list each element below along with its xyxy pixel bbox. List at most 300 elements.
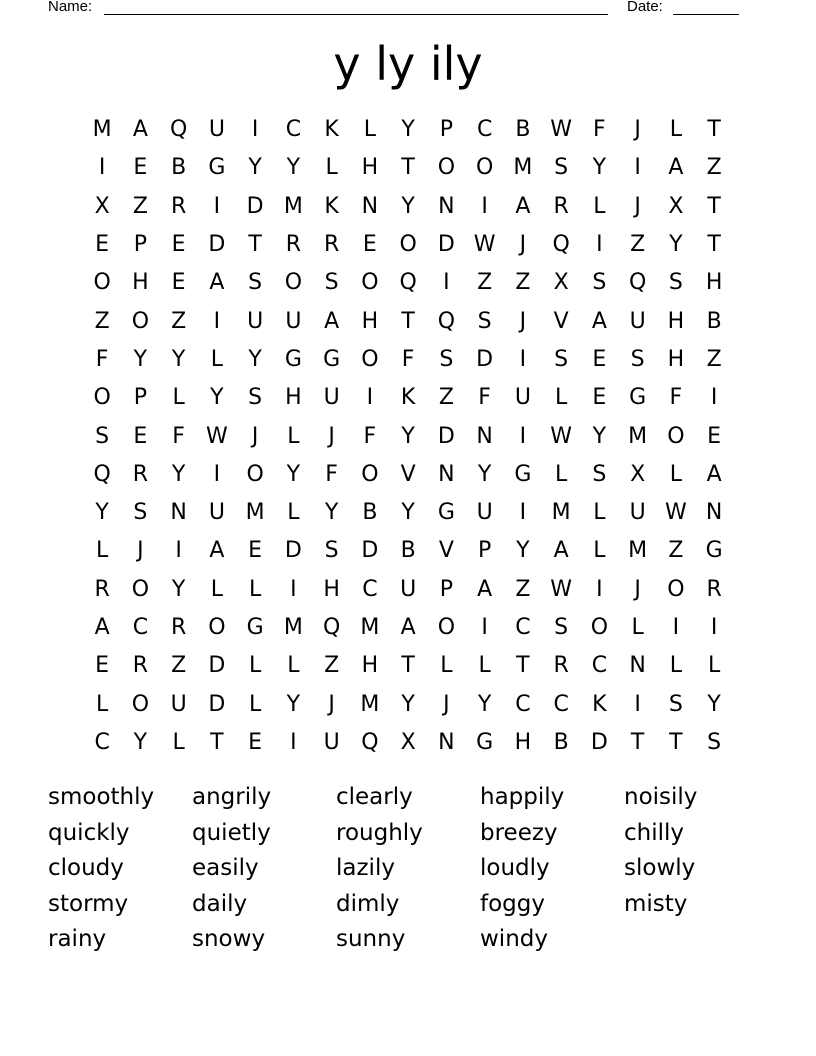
grid-letter[interactable]: A xyxy=(515,193,531,219)
grid-letter[interactable]: K xyxy=(400,385,416,411)
grid-letter[interactable]: N xyxy=(361,193,379,219)
grid-letter[interactable]: J xyxy=(519,232,527,258)
grid-letter[interactable]: Z xyxy=(132,193,148,219)
grid-letter[interactable]: F xyxy=(669,385,683,411)
grid-letter[interactable]: J xyxy=(328,691,335,717)
grid-letter[interactable]: N xyxy=(476,423,493,449)
grid-letter[interactable]: C xyxy=(515,615,531,640)
grid-letter[interactable]: S xyxy=(554,615,569,640)
grid-letter[interactable]: I xyxy=(213,193,221,219)
grid-letter[interactable]: U xyxy=(629,308,646,334)
grid-letter[interactable]: O xyxy=(131,691,150,717)
grid-letter[interactable]: B xyxy=(553,729,569,755)
grid-letter[interactable]: I xyxy=(290,729,297,755)
word-list-item: breezy xyxy=(480,819,558,846)
grid-letter[interactable]: L xyxy=(210,576,223,602)
grid-letter[interactable]: L xyxy=(325,155,338,181)
grid-letter[interactable]: T xyxy=(401,653,415,679)
grid-letter[interactable]: G xyxy=(284,346,302,372)
grid-letter[interactable]: A xyxy=(591,308,607,334)
grid-letter[interactable]: M xyxy=(283,193,303,219)
grid-letter[interactable]: Z xyxy=(515,270,531,296)
grid-letter[interactable]: I xyxy=(98,155,106,181)
grid-letter[interactable]: H xyxy=(285,385,302,411)
grid-letter[interactable]: A xyxy=(553,538,569,564)
grid-letter[interactable]: Y xyxy=(171,576,186,602)
grid-letter[interactable]: E xyxy=(171,232,186,258)
grid-letter[interactable]: L xyxy=(669,117,682,143)
grid-letter[interactable]: E xyxy=(362,232,377,258)
grid-letter[interactable]: O xyxy=(361,346,379,372)
grid-letter[interactable]: X xyxy=(94,193,110,219)
grid-letter[interactable]: U xyxy=(285,308,302,334)
grid-letter[interactable]: C xyxy=(362,576,378,602)
grid-letter[interactable]: I xyxy=(596,232,603,258)
grid-letter[interactable]: H xyxy=(667,346,685,372)
grid-letter[interactable]: L xyxy=(248,653,262,679)
grid-letter[interactable]: Y xyxy=(324,500,339,526)
grid-letter[interactable]: O xyxy=(93,270,111,296)
grid-letter[interactable]: Y xyxy=(592,423,607,449)
grid-letter[interactable]: A xyxy=(209,538,225,564)
grid-letter[interactable]: O xyxy=(284,270,303,296)
grid-letter[interactable]: F xyxy=(363,423,377,449)
grid-letter[interactable]: Q xyxy=(169,117,188,143)
grid-letter[interactable]: M xyxy=(513,155,533,181)
grid-letter[interactable]: S xyxy=(592,270,607,296)
grid-letter[interactable]: Y xyxy=(286,461,301,487)
grid-letter[interactable]: L xyxy=(95,691,109,717)
grid-letter[interactable]: N xyxy=(705,500,723,526)
grid-letter[interactable]: A xyxy=(477,576,493,602)
grid-letter[interactable]: O xyxy=(208,615,226,640)
grid-letter[interactable]: C xyxy=(132,615,149,640)
grid-letter[interactable]: K xyxy=(324,193,339,219)
grid-letter[interactable]: O xyxy=(246,461,264,487)
grid-letter[interactable]: D xyxy=(208,232,226,258)
grid-letter[interactable]: Q xyxy=(552,232,570,258)
grid-letter[interactable]: T xyxy=(210,729,224,755)
grid-letter[interactable]: T xyxy=(401,308,415,334)
grid-letter[interactable]: J xyxy=(443,691,450,717)
grid-letter[interactable]: O xyxy=(437,615,456,640)
grid-letter[interactable]: Z xyxy=(94,308,110,334)
grid-letter[interactable]: M xyxy=(628,423,648,449)
grid-letter[interactable]: L xyxy=(669,461,682,487)
grid-letter[interactable]: J xyxy=(519,308,527,334)
grid-letter[interactable]: Z xyxy=(477,270,493,296)
grid-letter[interactable]: E xyxy=(95,653,110,679)
grid-letter[interactable]: F xyxy=(593,117,606,143)
grid-letter[interactable]: P xyxy=(439,576,454,602)
grid-letter[interactable]: I xyxy=(366,385,374,411)
grid-letter[interactable]: O xyxy=(93,385,111,411)
grid-letter[interactable]: G xyxy=(705,538,723,564)
grid-letter[interactable]: W xyxy=(664,500,687,526)
grid-letter[interactable]: H xyxy=(361,308,379,334)
grid-letter[interactable]: S xyxy=(592,461,607,487)
grid-letter[interactable]: A xyxy=(209,270,225,296)
grid-letter[interactable]: O xyxy=(667,576,685,602)
grid-letter[interactable]: U xyxy=(323,385,340,411)
grid-letter[interactable]: S xyxy=(477,308,492,334)
grid-letter[interactable]: E xyxy=(248,538,263,564)
grid-letter[interactable]: M xyxy=(360,691,380,717)
grid-letter[interactable]: T xyxy=(707,232,721,258)
grid-letter[interactable]: Z xyxy=(515,576,531,602)
grid-letter[interactable]: M xyxy=(92,117,112,143)
grid-letter[interactable]: E xyxy=(592,346,607,372)
grid-letter[interactable]: Z xyxy=(706,346,722,372)
grid-letter[interactable]: A xyxy=(132,117,148,143)
grid-letter[interactable]: W xyxy=(473,232,496,258)
grid-letter[interactable]: O xyxy=(361,461,379,487)
grid-letter[interactable]: Y xyxy=(516,538,530,564)
grid-letter[interactable]: A xyxy=(400,615,416,640)
name-field-line[interactable] xyxy=(104,14,608,15)
grid-letter[interactable]: S xyxy=(324,538,339,564)
grid-letter[interactable]: I xyxy=(710,385,718,411)
grid-letter[interactable]: I xyxy=(519,500,527,526)
grid-letter[interactable]: Y xyxy=(592,155,607,181)
grid-letter[interactable]: U xyxy=(247,308,264,334)
grid-letter[interactable]: D xyxy=(476,346,494,372)
grid-letter[interactable]: Z xyxy=(171,308,187,334)
grid-letter[interactable]: C xyxy=(591,653,608,679)
grid-letter[interactable]: F xyxy=(172,423,185,449)
grid-letter[interactable]: H xyxy=(361,653,379,679)
grid-letter[interactable]: Y xyxy=(707,691,721,717)
grid-letter[interactable]: R xyxy=(706,576,722,602)
grid-letter[interactable]: T xyxy=(248,232,262,258)
grid-letter[interactable]: N xyxy=(629,653,646,679)
grid-letter[interactable]: J xyxy=(251,423,259,449)
grid-letter[interactable]: I xyxy=(596,576,603,602)
grid-letter[interactable]: I xyxy=(634,691,641,717)
grid-letter[interactable]: Z xyxy=(171,653,187,679)
grid-letter[interactable]: B xyxy=(362,500,378,526)
grid-letter[interactable]: B xyxy=(171,155,187,181)
grid-letter[interactable]: I xyxy=(672,615,680,640)
grid-letter[interactable]: W xyxy=(550,117,572,143)
grid-letter[interactable]: N xyxy=(438,461,455,487)
grid-letter[interactable]: R xyxy=(170,615,187,640)
grid-letter[interactable]: Q xyxy=(628,270,647,296)
grid-letter[interactable]: A xyxy=(94,615,110,640)
grid-letter[interactable]: D xyxy=(246,193,264,219)
grid-letter[interactable]: G xyxy=(208,155,226,181)
grid-letter[interactable]: O xyxy=(131,576,150,602)
grid-letter[interactable]: C xyxy=(553,691,569,717)
grid-letter[interactable]: F xyxy=(478,385,491,411)
grid-letter[interactable]: W xyxy=(205,423,228,449)
grid-letter[interactable]: E xyxy=(133,423,148,449)
grid-letter[interactable]: Q xyxy=(361,729,379,755)
word-list-item: slowly xyxy=(624,855,696,882)
grid-letter[interactable]: S xyxy=(324,270,339,296)
grid-letter[interactable]: H xyxy=(514,729,532,755)
grid-letter[interactable]: I xyxy=(251,117,259,143)
grid-letter[interactable]: M xyxy=(628,538,648,564)
grid-letter[interactable]: I xyxy=(481,615,488,640)
grid-letter[interactable]: R xyxy=(285,232,302,258)
grid-letter[interactable]: I xyxy=(519,346,527,372)
grid-letter[interactable]: Z xyxy=(706,155,722,181)
grid-letter[interactable]: Y xyxy=(401,423,415,449)
grid-letter[interactable]: D xyxy=(284,538,302,564)
grid-letter[interactable]: E xyxy=(95,232,110,258)
grid-letter[interactable]: Y xyxy=(248,346,262,372)
grid-letter[interactable]: P xyxy=(133,385,148,411)
grid-letter[interactable]: O xyxy=(667,423,685,449)
grid-letter[interactable]: P xyxy=(439,117,454,143)
grid-letter[interactable]: R xyxy=(553,193,569,219)
grid-letter[interactable]: J xyxy=(328,423,335,449)
grid-letter[interactable]: O xyxy=(399,232,417,258)
grid-letter[interactable]: H xyxy=(705,270,723,296)
grid-letter[interactable]: Y xyxy=(248,155,262,181)
word-list-item: clearly xyxy=(336,784,413,810)
grid-letter[interactable]: U xyxy=(629,500,646,526)
grid-letter[interactable]: L xyxy=(248,576,262,602)
grid-letter[interactable]: O xyxy=(361,270,379,296)
grid-letter[interactable]: R xyxy=(132,653,149,679)
grid-letter[interactable]: R xyxy=(553,653,569,679)
grid-letter[interactable]: H xyxy=(132,270,149,296)
grid-letter[interactable]: M xyxy=(283,615,303,640)
grid-letter[interactable]: S xyxy=(248,270,263,296)
grid-letter[interactable]: S xyxy=(439,346,454,372)
grid-letter[interactable]: S xyxy=(95,423,110,449)
grid-letter[interactable]: V xyxy=(553,308,569,334)
grid-letter[interactable]: L xyxy=(287,500,300,526)
grid-letter[interactable]: L xyxy=(287,653,300,679)
grid-letter[interactable]: T xyxy=(669,729,683,755)
grid-letter[interactable]: N xyxy=(170,500,187,526)
grid-letter[interactable]: L xyxy=(554,461,568,487)
grid-letter[interactable]: W xyxy=(550,423,572,449)
grid-letter[interactable]: R xyxy=(132,461,149,487)
grid-letter[interactable]: R xyxy=(94,576,110,602)
grid-letter[interactable]: X xyxy=(553,270,569,296)
grid-letter[interactable]: V xyxy=(400,461,416,487)
grid-letter[interactable]: T xyxy=(630,729,645,755)
grid-letter[interactable]: L xyxy=(363,117,376,143)
grid-letter[interactable]: L xyxy=(669,653,682,679)
grid-letter[interactable]: Y xyxy=(669,232,683,258)
grid-letter[interactable]: L xyxy=(554,385,568,411)
grid-letter[interactable]: E xyxy=(133,155,148,181)
grid-letter[interactable]: S xyxy=(248,385,263,411)
grid-letter[interactable]: R xyxy=(323,232,340,258)
grid-letter[interactable]: Y xyxy=(171,346,186,372)
grid-letter[interactable]: Z xyxy=(438,385,454,411)
grid-letter[interactable]: O xyxy=(475,155,494,181)
grid-letter[interactable]: L xyxy=(593,193,606,219)
grid-letter[interactable]: U xyxy=(208,500,225,526)
grid-letter[interactable]: Z xyxy=(668,538,684,564)
grid-letter[interactable]: L xyxy=(287,423,300,449)
grid-letter[interactable]: Y xyxy=(401,193,415,219)
grid-letter[interactable]: L xyxy=(95,538,109,564)
grid-letter[interactable]: I xyxy=(481,193,488,219)
grid-letter[interactable]: I xyxy=(519,423,527,449)
grid-letter[interactable]: Q xyxy=(93,461,111,487)
grid-letter[interactable]: T xyxy=(516,653,530,679)
word-list-item: sunny xyxy=(336,926,406,953)
grid-letter[interactable]: L xyxy=(172,385,185,411)
grid-letter[interactable]: Z xyxy=(324,653,340,679)
word-list-item: misty xyxy=(624,890,688,917)
grid-letter[interactable]: I xyxy=(710,615,718,640)
grid-letter[interactable]: I xyxy=(443,270,450,296)
grid-letter[interactable]: U xyxy=(476,500,493,526)
grid-letter[interactable]: P xyxy=(133,232,148,258)
grid-letter[interactable]: Y xyxy=(286,155,301,181)
grid-letter[interactable]: O xyxy=(437,155,456,181)
grid-letter[interactable]: L xyxy=(593,500,606,526)
grid-letter[interactable]: V xyxy=(438,538,454,564)
grid-letter[interactable]: U xyxy=(170,691,187,717)
grid-letter[interactable]: A xyxy=(668,155,684,181)
grid-letter[interactable]: J xyxy=(137,538,144,564)
grid-letter[interactable]: D xyxy=(437,423,455,449)
grid-letter[interactable]: Z xyxy=(630,232,646,258)
grid-letter[interactable]: I xyxy=(175,538,182,564)
grid-letter[interactable]: Y xyxy=(171,461,186,487)
grid-letter[interactable]: K xyxy=(324,117,339,143)
grid-letter[interactable]: G xyxy=(437,500,455,526)
grid-letter[interactable]: L xyxy=(440,653,453,679)
grid-letter[interactable]: Q xyxy=(437,308,456,334)
word-list-item: cloudy xyxy=(48,855,124,882)
grid-letter[interactable]: H xyxy=(323,576,340,602)
grid-letter[interactable]: L xyxy=(631,615,644,640)
grid-letter[interactable]: A xyxy=(706,461,722,487)
grid-letter[interactable]: Y xyxy=(133,346,148,372)
grid-letter[interactable]: J xyxy=(634,576,641,602)
grid-letter[interactable]: L xyxy=(707,653,721,679)
grid-letter[interactable]: F xyxy=(325,461,338,487)
grid-letter[interactable]: U xyxy=(400,576,417,602)
grid-letter[interactable]: B xyxy=(400,538,416,564)
grid-letter[interactable]: I xyxy=(634,155,641,181)
date-field-line[interactable] xyxy=(673,14,739,15)
word-list-item: windy xyxy=(480,926,548,953)
grid-letter[interactable]: Y xyxy=(95,500,109,526)
grid-letter[interactable]: W xyxy=(550,576,572,602)
grid-letter[interactable]: T xyxy=(401,155,415,181)
grid-letter[interactable]: Y xyxy=(210,385,224,411)
grid-letter[interactable]: M xyxy=(360,615,380,640)
grid-letter[interactable]: T xyxy=(707,117,721,143)
grid-letter[interactable]: D xyxy=(361,538,379,564)
grid-letter[interactable]: I xyxy=(290,576,297,602)
grid-letter[interactable]: X xyxy=(668,193,684,219)
grid-letter[interactable]: L xyxy=(478,653,491,679)
grid-letter[interactable]: Y xyxy=(286,691,301,717)
grid-letter[interactable]: E xyxy=(171,270,186,296)
grid-letter[interactable]: B xyxy=(515,117,531,143)
grid-letter[interactable]: A xyxy=(324,308,340,334)
grid-letter[interactable]: G xyxy=(246,615,264,640)
grid-letter[interactable]: J xyxy=(634,193,641,219)
grid-letter[interactable]: L xyxy=(593,538,606,564)
grid-letter[interactable]: Q xyxy=(322,615,341,640)
grid-letter[interactable]: S xyxy=(668,691,683,717)
grid-letter[interactable]: L xyxy=(172,729,185,755)
grid-letter[interactable]: B xyxy=(706,308,722,334)
grid-letter[interactable]: Y xyxy=(133,729,148,755)
grid-letter[interactable]: O xyxy=(590,615,609,640)
grid-letter[interactable]: J xyxy=(634,117,641,143)
grid-letter[interactable]: G xyxy=(323,346,341,372)
grid-letter[interactable]: L xyxy=(210,346,223,372)
grid-letter[interactable]: E xyxy=(248,729,263,755)
grid-letter[interactable]: P xyxy=(477,538,492,564)
grid-letter[interactable]: Y xyxy=(477,691,492,717)
grid-letter[interactable]: S xyxy=(554,346,569,372)
grid-letter[interactable]: S xyxy=(133,500,148,526)
grid-letter[interactable]: U xyxy=(323,729,340,755)
grid-letter[interactable]: G xyxy=(629,385,647,411)
grid-letter[interactable]: Y xyxy=(401,500,415,526)
grid-letter[interactable]: S xyxy=(554,155,569,181)
grid-letter[interactable]: D xyxy=(437,232,455,258)
grid-letter[interactable]: Y xyxy=(477,461,492,487)
grid-letter[interactable]: N xyxy=(438,729,455,755)
grid-letter[interactable]: F xyxy=(95,346,109,372)
grid-letter[interactable]: E xyxy=(592,385,607,411)
grid-letter[interactable]: T xyxy=(707,193,721,219)
grid-letter[interactable]: R xyxy=(170,193,187,219)
grid-letter[interactable]: D xyxy=(208,653,226,679)
grid-letter[interactable]: C xyxy=(285,117,302,143)
grid-letter[interactable]: S xyxy=(707,729,722,755)
grid-letter[interactable]: S xyxy=(668,270,683,296)
grid-letter[interactable]: C xyxy=(94,729,110,755)
word-list-item: easily xyxy=(192,855,259,882)
grid-letter[interactable]: L xyxy=(248,691,262,717)
grid-letter[interactable]: F xyxy=(401,346,415,372)
grid-letter[interactable]: U xyxy=(514,385,531,411)
grid-letter[interactable]: S xyxy=(630,346,645,372)
grid-letter[interactable]: I xyxy=(213,308,221,334)
grid-letter[interactable]: Y xyxy=(401,691,415,717)
grid-letter[interactable]: H xyxy=(361,155,379,181)
grid-letter[interactable]: G xyxy=(476,729,494,755)
grid-letter[interactable]: Y xyxy=(401,117,415,143)
grid-letter[interactable]: C xyxy=(476,117,493,143)
grid-letter[interactable]: C xyxy=(515,691,531,717)
grid-letter[interactable]: X xyxy=(400,729,416,755)
grid-letter[interactable]: N xyxy=(438,193,455,219)
grid-letter[interactable]: D xyxy=(208,691,226,717)
grid-letter[interactable]: D xyxy=(590,729,608,755)
grid-letter[interactable]: I xyxy=(213,461,221,487)
grid-letter[interactable]: X xyxy=(630,461,646,487)
grid-letter[interactable]: M xyxy=(245,500,265,526)
grid-letter[interactable]: O xyxy=(131,308,150,334)
grid-letter[interactable]: G xyxy=(514,461,532,487)
letter-grid xyxy=(83,111,733,762)
grid-letter[interactable]: E xyxy=(707,423,722,449)
grid-letter[interactable]: K xyxy=(592,691,607,717)
grid-letter[interactable]: Q xyxy=(399,270,417,296)
grid-letter[interactable]: U xyxy=(208,117,225,143)
grid-letter[interactable]: H xyxy=(667,308,685,334)
grid-letter[interactable]: M xyxy=(551,500,571,526)
